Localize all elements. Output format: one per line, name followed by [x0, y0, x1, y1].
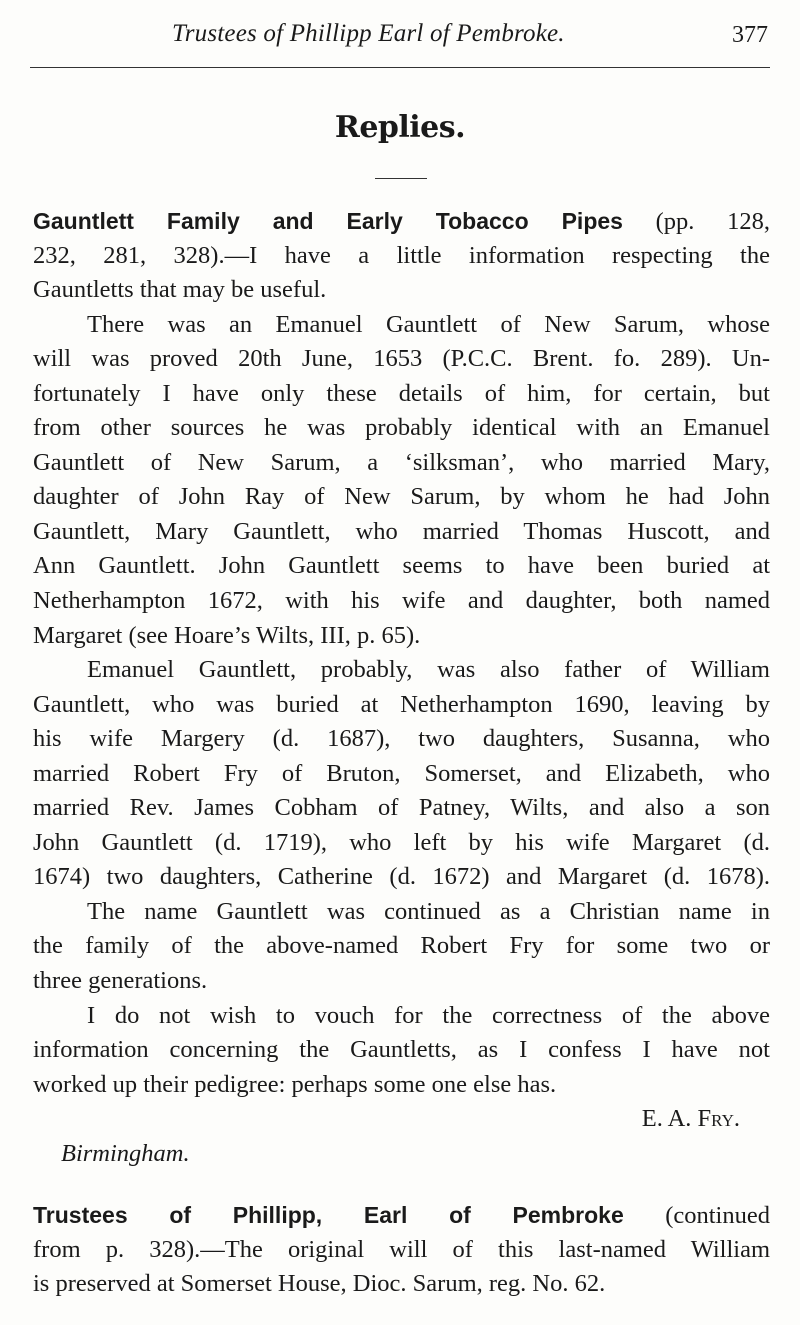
place-name — [33, 1137, 770, 1172]
line-text: The name Gauntlett was continued as a Christian name in — [87, 897, 770, 925]
section-divider — [375, 178, 427, 179]
line-text: from other sources he was probably identical with an Emanuel — [33, 414, 770, 442]
text-line — [33, 1198, 770, 1233]
text-line — [33, 722, 770, 757]
text-line — [33, 411, 770, 446]
line-text: Gauntlett, who was buried at Netherhampton 1690, leaving by — [33, 690, 770, 718]
line-text: is preserved at Somerset House, Dioc. Sarum, reg. No. 62. — [33, 1270, 606, 1298]
text-line — [33, 688, 770, 723]
text-line — [33, 791, 770, 826]
line-text: three generations. — [33, 967, 208, 995]
text-line — [33, 446, 770, 481]
page-number: 377 — [732, 22, 768, 48]
line-text: Gauntlett, Mary Gauntlett, who married Thomas Huscott, and — [33, 517, 770, 545]
line-text: will was proved 20th June, 1653 (P.C.C. Brent. fo. 289). Un- — [33, 345, 770, 373]
text-line — [33, 895, 770, 930]
line-text: John Gauntlett (d. 1719), who left by his wife Margaret (d. — [33, 828, 770, 856]
entry-heading: Gauntlett Family and Early Tobacco Pipes — [33, 208, 623, 234]
line-text: the family of the above-named Robert Fry for some two or — [33, 932, 770, 960]
text-line — [33, 1068, 770, 1103]
section-title: Replies. — [334, 110, 466, 145]
line-text: his wife Margery (d. 1687), two daughters, Susanna, who — [33, 725, 770, 753]
line-text: Gauntletts that may be useful. — [33, 276, 327, 304]
line-text: worked up their pedigree: perhaps some one else has. — [33, 1070, 557, 1098]
text-line — [33, 308, 770, 343]
signature — [33, 1102, 770, 1137]
line-text: information concerning the Gauntletts, as I confess I have not — [33, 1036, 770, 1064]
running-head-title: Trustees of Phillipp Earl of Pembroke. — [172, 20, 565, 47]
text-line — [33, 757, 770, 792]
text-line — [33, 929, 770, 964]
text-line — [33, 273, 770, 308]
line-text: Margaret (see Hoare’s Wilts, III, p. 65). — [33, 621, 421, 649]
text-line — [33, 549, 770, 584]
running-head — [0, 18, 800, 58]
text-line — [33, 1033, 770, 1068]
line-text: daughter of John Ray of New Sarum, by whom he had John — [33, 483, 770, 511]
text-line — [33, 653, 770, 688]
body-text — [33, 204, 770, 1302]
line-text: E. A. Fry. — [641, 1105, 740, 1133]
text-line — [33, 1267, 770, 1302]
line-text: Gauntlett of New Sarum, a ‘silksman’, who married Mary, — [33, 448, 770, 476]
line-text: Emanuel Gauntlett, probably, was also father of William — [87, 656, 770, 684]
line-text: There was an Emanuel Gauntlett of New Sarum, whose — [87, 310, 770, 338]
line-text: Ann Gauntlett. John Gauntlett seems to have been buried at — [33, 552, 770, 580]
header-rule — [30, 67, 770, 68]
entry-heading: Trustees of Phillipp, Earl of Pembroke — [33, 1202, 624, 1229]
line-text: 232, 281, 328).—I have a little information respecting the — [33, 241, 770, 269]
line-text: (continued — [623, 1202, 770, 1230]
line-text: married Robert Fry of Bruton, Somerset, and Elizabeth, who — [33, 759, 770, 787]
text-line — [33, 480, 770, 515]
line-text: married Rev. James Cobham of Patney, Wilts, and also a son — [33, 794, 770, 822]
line-text: (pp. 128, — [622, 208, 770, 235]
text-line — [33, 619, 770, 654]
text-line — [33, 239, 770, 274]
text-line — [33, 826, 770, 861]
text-line — [33, 584, 770, 619]
line-text: Netherhampton 1672, with his wife and daughter, both named — [33, 587, 770, 615]
line-text: I do not wish to vouch for the correctness of the above — [87, 1001, 770, 1029]
text-line — [33, 204, 770, 239]
text-line — [33, 342, 770, 377]
line-text: fortunately I have only these details of him, for certain, but — [33, 379, 770, 407]
line-text: Birmingham. — [61, 1139, 190, 1167]
text-line — [33, 1233, 770, 1268]
line-text: from p. 328).—The original will of this last-named William — [33, 1235, 770, 1263]
text-line — [33, 860, 770, 895]
text-line — [33, 377, 770, 412]
text-line — [33, 964, 770, 999]
text-line — [33, 999, 770, 1034]
line-text: 1674) two daughters, Catherine (d. 1672) and Margaret (d. 1678). — [33, 863, 770, 891]
text-line — [33, 515, 770, 550]
